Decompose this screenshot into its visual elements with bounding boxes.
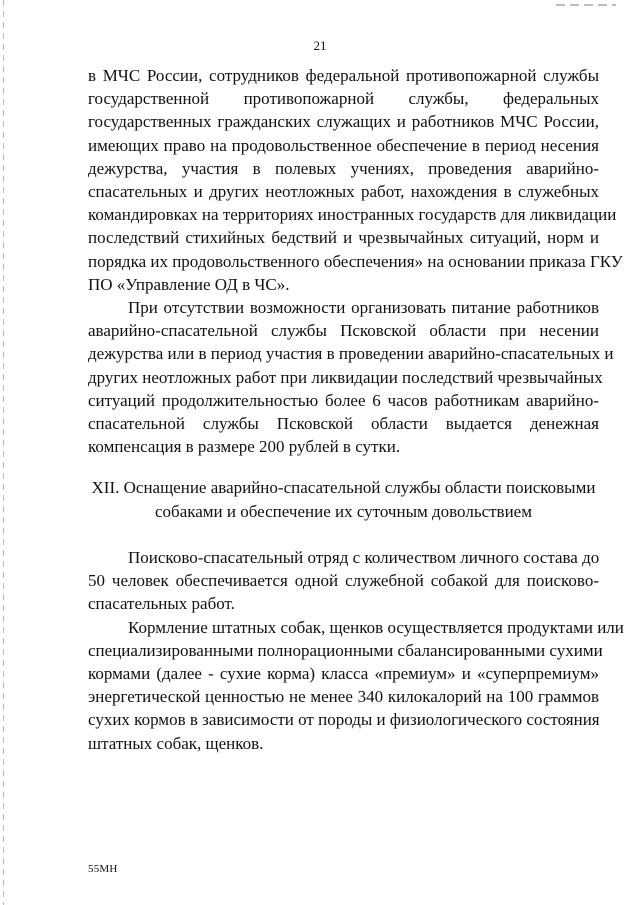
paragraph-3-line: 50 человек обеспечивается одной служебной собакой для поисково- [88, 571, 599, 591]
paragraph-2-line: При отсутствии возможности организовать питание работников [128, 298, 599, 318]
body-text-upper [88, 64, 623, 458]
paragraph-1-line: порядка их продовольственного обеспечения» на основании приказа ГКУ [88, 251, 623, 271]
paragraph-1-line: дежурства, участия в полевых учениях, проведения аварийно- [88, 158, 599, 178]
paragraph-2-line: дежурства или в период участия в проведении аварийно-спасательных и [88, 344, 614, 364]
paragraph-2 [88, 296, 614, 458]
paragraph-1-line: государственной противопожарной службы, федеральных [88, 89, 599, 109]
paragraph-1-line: ПО «Управление ОД в ЧС». [88, 274, 290, 294]
scan-top-mark [556, 4, 616, 6]
paragraph-4-line: кормами (далее - сухие корма) класса «премиум» и «суперпремиум» [88, 664, 599, 684]
paragraph-1-line: спасательных и других неотложных работ, нахождения в служебных [88, 182, 599, 202]
paragraph-3-line: Поисково-спасательный отряд с количеством личного состава до [128, 548, 600, 567]
paragraph-4-line: сухих кормов в зависимости от породы и физиологического состояния [88, 710, 600, 730]
paragraph-4-line: энергетической ценностью не менее 340 килокалорий на 100 граммов [88, 687, 599, 707]
paragraph-1-line: имеющих право на продовольственное обеспечение в период несения [88, 135, 599, 155]
paragraph-2-line: аварийно-спасательной службы Псковской области при несении [88, 321, 599, 341]
paragraph-1-line: последствий стихийных бедствий и чрезвычайных ситуаций, норм и [88, 228, 599, 248]
paragraph-2-line: компенсация в размере 200 рублей в сутки. [88, 437, 401, 457]
paragraph-1-line: командировках на территориях иностранных государств для ликвидации [88, 205, 617, 225]
body-text-lower [88, 546, 624, 755]
scan-left-edge [3, 0, 4, 905]
paragraph-1 [88, 64, 623, 296]
section-heading-line-1: XII. Оснащение аварийно-спасательной службы области поисковыми [91, 478, 596, 497]
paragraph-2-line: ситуаций продолжительностью более 6 часов работникам аварийно- [88, 390, 599, 410]
section-heading [88, 476, 599, 523]
paragraph-3 [88, 546, 599, 616]
paragraph-4-line: Кормление штатных собак, щенков осуществляется продуктами или [128, 617, 624, 637]
page-number: 21 [313, 38, 327, 53]
paragraph-4-line: штатных собак, щенков. [88, 733, 264, 753]
paragraph-1-line: в МЧС России, сотрудников федеральной противопожарной службы [88, 66, 599, 85]
paragraph-4 [88, 616, 624, 755]
paragraph-3-line: спасательных работ. [88, 594, 235, 614]
paragraph-2-line: спасательной службы Псковской области выдается денежная [88, 414, 599, 434]
paragraph-2-line: других неотложных работ при ликвидации последствий чрезвычайных [88, 367, 603, 387]
paragraph-1-line: государственных гражданских служащих и работников МЧС России, [88, 112, 599, 132]
footer-code: 55МН [88, 863, 118, 875]
paragraph-4-line: специализированными полнорационными сбалансированными сухими [88, 640, 603, 660]
section-heading-line-2: собаками и обеспечение их суточным довольствием [155, 501, 532, 521]
